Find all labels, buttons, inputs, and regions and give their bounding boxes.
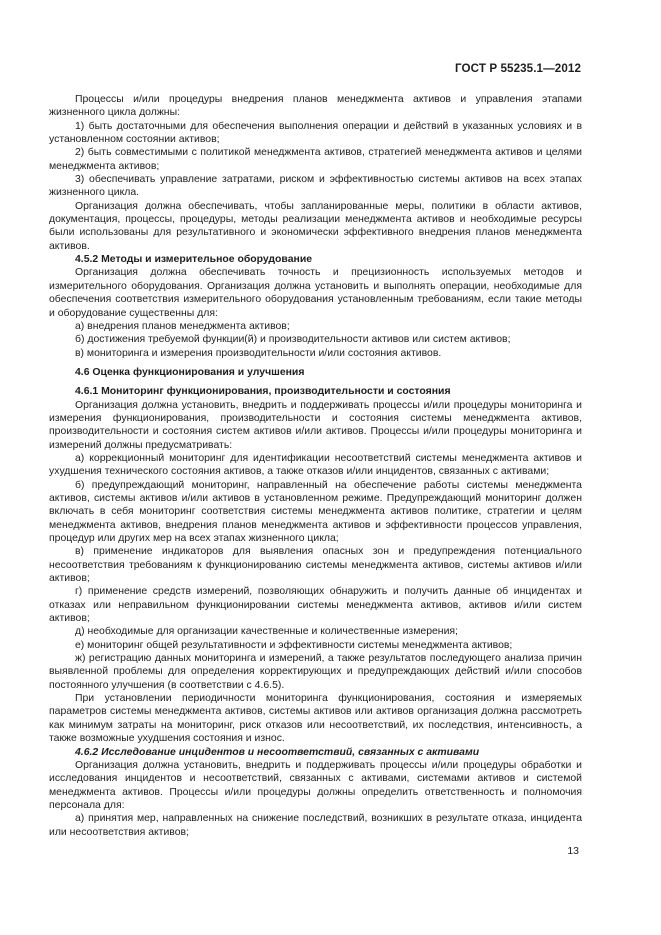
section-heading-4-5-2: 4.5.2 Методы и измерительное оборудование: [75, 254, 313, 266]
paragraph: При установлении периодичности мониторинга функционирования, состояния и измеряемых параметров системы менеджмента активов, системы активов или активов организация должна рассмотреть как минимум затраты на мониторинг, риск отказов или несоответствий, их последствия, интенсивность, а также возможные ухудшения состояния и износ.: [49, 693, 582, 745]
paragraph: Организация должна обеспечивать, чтобы запланированные меры, политики в области активов, документация, процессы, процедуры, методы реализации менеджмента активов и необходимые ресурсы были использованы для результативного и экономически эффективного внедрения планов менеджмента активов.: [49, 200, 582, 252]
list-item: а) внедрения планов менеджмента активов;: [75, 320, 290, 332]
list-item: г) применение средств измерений, позволяющих обнаружить и получить данные об инцидентах и отказах или неправильном функционировании системы менеджмента активов, активов и/или систем активов;: [49, 586, 582, 625]
list-item: в) применение индикаторов для выявления опасных зон и предупреждения потенциального несоответствия требованиям к функционированию системы менеджмента активов, системы активов и/или активов;: [49, 546, 582, 585]
list-item: а) принятия мер, направленных на снижение последствий, возникших в результате отказа, инцидента или несоответствия активов;: [49, 813, 582, 838]
page-number: 13: [567, 845, 579, 857]
list-item: 3) обеспечивать управление затратами, риском и эффективностью системы активов на всех этапах жизненного цикла.: [49, 174, 582, 199]
section-heading-4-6: 4.6 Оценка функционирования и улучшения: [75, 366, 305, 378]
paragraph: Организация должна установить, внедрить и поддерживать процессы и/или процедуры обработки и исследования инцидентов и несоответствий, связанных с активами, системами активов и системой менеджмента активов. Процессы и/или процедуры должны определить ответственность и полномочия персонала для:: [49, 759, 582, 811]
document-body: [49, 93, 582, 839]
list-item: а) коррекционный мониторинг для идентификации несоответствий системы менеджмента активов и ухудшения технического состояния активов, а также отказов и/или инцидентов, связанных с активами;: [49, 452, 582, 478]
list-item: б) предупреждающий мониторинг, направленный на обеспечение работы системы менеджмента активов, системы активов и/или активов в установленном режиме. Предупреждающий мониторинг должен включать в себя мониторинг соответствия системы менеджмента активов политике, стратегии и целям менеджмента активов, внедрения планов менеджмента активов и эффективности процессов управления, процедур или других мер на всех этапах жизненного цикла;: [49, 479, 582, 544]
list-item: д) необходимые для организации качественные и количественные измерения;: [75, 626, 458, 638]
standard-number-header: ГОСТ Р 55235.1—2012: [455, 62, 581, 75]
paragraph: Процессы и/или процедуры внедрения планов менеджмента активов и управления этапами жизненного цикла должны:: [49, 94, 582, 119]
paragraph: Организация должна установить, внедрить и поддерживать процессы и/или процедуры мониторинга и измерения функционирования, производительности и состояния системы менеджмента активов, производительности и состояния систем активов и/или активов. Процессы и/или процедуры мониторинга и измерений должны предусматривать:: [49, 399, 582, 451]
list-item: 2) быть совместимыми с политикой менеджмента активов, стратегией менеджмента активов и целями менеджмента активов;: [49, 147, 582, 172]
list-item: б) достижения требуемой функции(й) и производительности активов или систем активов;: [75, 334, 511, 346]
list-item: в) мониторинга и измерения производительности и/или состояния активов.: [75, 347, 442, 359]
paragraph: Организация должна обеспечивать точность и прецизионность используемых методов и измерительного оборудования. Организация должна установить и выполнять операции, необходимые для обеспечения соответствия измерительного оборудования установленным требованиям, если такие методы и оборудование существенны для:: [49, 267, 582, 319]
section-heading-4-6-2: 4.6.2 Исследование инцидентов и несоответствий, связанных с активами: [75, 746, 480, 758]
list-item: е) мониторинг общей результативности и эффективности системы менеджмента активов;: [75, 639, 513, 651]
list-item: 1) быть достаточными для обеспечения выполнения операции и действий в указанных условиях и в установленном состоянии активов;: [49, 120, 582, 146]
section-heading-4-6-1: 4.6.1 Мониторинг функционирования, производительности и состояния: [75, 386, 451, 398]
list-item: ж) регистрацию данных мониторинга и измерений, а также результатов последующего анализа причин выявленной проблемы для определения корректирующих и предупреждающих действий и/или способов постоянного улучшения (в соответствии с 4.6.5).: [49, 653, 582, 691]
